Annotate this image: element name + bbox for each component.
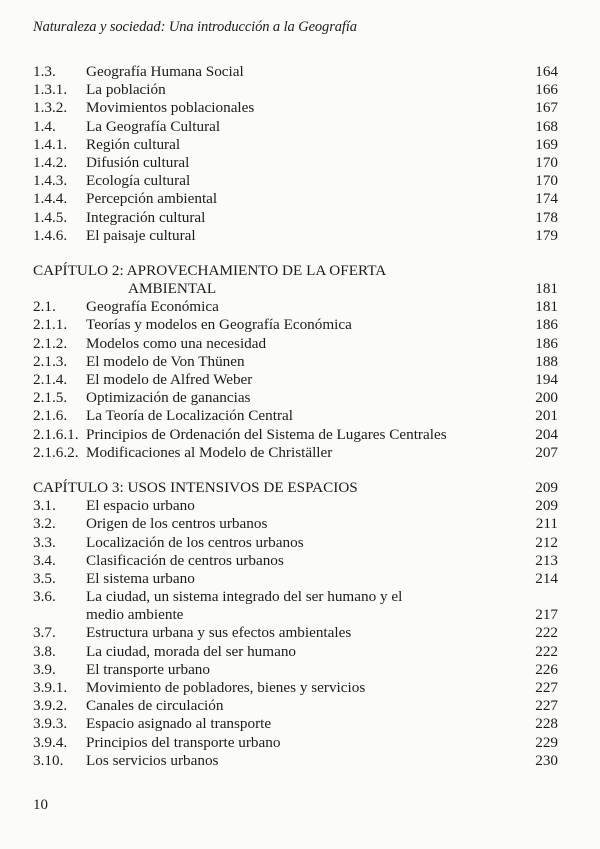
entry-number: 3.9.3. — [33, 715, 68, 733]
entry-title: Geografía Económica — [86, 298, 219, 316]
toc-entry — [33, 497, 558, 515]
chapter-title-line-1: CAPÍTULO 2: APROVECHAMIENTO DE LA OFERTA — [33, 261, 387, 279]
toc-entry — [33, 679, 558, 697]
entry-number: 3.3. — [33, 533, 56, 551]
page-number: 10 — [33, 797, 48, 813]
toc-entry — [33, 426, 558, 444]
entry-page: 213 — [535, 551, 558, 569]
table-of-contents — [33, 63, 558, 770]
toc-entry — [33, 99, 558, 117]
entry-number: 1.4.6. — [33, 226, 68, 244]
entry-page: 188 — [535, 352, 558, 370]
toc-entry — [33, 715, 558, 733]
toc-entry — [33, 353, 558, 371]
entry-title: Origen de los centros urbanos — [86, 515, 268, 533]
entry-number: 2.1.6.1. — [33, 425, 79, 443]
entry-title: La Geografía Cultural — [86, 117, 221, 135]
entry-number: 3.4. — [33, 551, 56, 569]
entry-number: 2.1.4. — [33, 371, 68, 388]
entry-page: 164 — [535, 63, 558, 80]
chapter-heading — [33, 479, 558, 497]
entry-title: La ciudad, morada del ser humano — [86, 642, 297, 660]
entry-number: 2.1.6. — [33, 407, 68, 425]
entry-page: 227 — [535, 679, 558, 697]
entry-number: 1.3. — [33, 63, 56, 80]
toc-entry — [33, 335, 558, 353]
entry-title: Los servicios urbanos — [86, 751, 219, 769]
entry-number: 3.9.2. — [33, 697, 68, 715]
entry-title: Movimiento de pobladores, bienes y servicios — [86, 679, 366, 697]
entry-number: 2.1. — [33, 298, 56, 316]
entry-number: 1.4. — [33, 117, 56, 135]
entry-title: El paisaje cultural — [86, 226, 196, 244]
entry-page: 178 — [535, 208, 558, 226]
chapter-page: 209 — [535, 478, 558, 496]
entry-title: El modelo de Alfred Weber — [86, 371, 253, 388]
toc-entry — [33, 209, 558, 227]
toc-chapter-3 — [33, 479, 558, 770]
entry-title: Geografía Humana Social — [86, 63, 244, 80]
entry-page: 181 — [535, 298, 558, 316]
entry-page: 170 — [535, 172, 558, 190]
entry-title: La ciudad, un sistema integrado del ser humano y el medio ambiente — [86, 588, 403, 624]
toc-entry — [33, 136, 558, 154]
entry-number: 2.1.5. — [33, 389, 68, 407]
toc-entry — [33, 552, 558, 570]
entry-number: 2.1.1. — [33, 316, 68, 334]
entry-page: 201 — [535, 407, 558, 425]
entry-title: Ecología cultural — [86, 172, 191, 190]
toc-entry — [33, 154, 558, 172]
entry-title: Clasificación de centros urbanos — [86, 551, 284, 569]
entry-title: La población — [86, 81, 166, 99]
entry-page: 222 — [535, 642, 558, 660]
entry-number: 3.6. — [33, 588, 56, 606]
toc-entry — [33, 515, 558, 533]
entry-page: 229 — [535, 733, 558, 751]
entry-page: 227 — [535, 697, 558, 715]
entry-title: Localización de los centros urbanos — [86, 533, 304, 551]
entry-page: 186 — [535, 316, 558, 334]
entry-title: La Teoría de Localización Central — [86, 407, 293, 425]
entry-number: 3.10. — [33, 751, 64, 769]
entry-number: 1.3.2. — [33, 99, 68, 117]
entry-number: 3.5. — [33, 569, 56, 587]
toc-entry — [33, 697, 558, 715]
toc-entry — [33, 624, 558, 642]
toc-entry — [33, 298, 558, 316]
entry-title: El modelo de Von Thünen — [86, 352, 245, 370]
toc-section-1 — [33, 63, 558, 245]
entry-number: 2.1.2. — [33, 334, 68, 352]
toc-entry — [33, 734, 558, 752]
entry-page: 179 — [535, 226, 558, 244]
entry-title: Percepción ambiental — [86, 190, 218, 208]
entry-page: 168 — [535, 117, 558, 135]
entry-number: 3.8. — [33, 642, 56, 660]
entry-title: Región cultural — [86, 135, 181, 153]
entry-number: 1.4.4. — [33, 190, 68, 208]
entry-page: 174 — [535, 190, 558, 208]
entry-page: 211 — [535, 515, 558, 533]
entry-number: 3.9.1. — [33, 679, 68, 697]
entry-page: 217 — [535, 606, 558, 624]
entry-title: Optimización de ganancias — [86, 389, 251, 407]
entry-number: 1.4.2. — [33, 153, 68, 171]
toc-chapter-2 — [33, 262, 558, 462]
entry-page: 230 — [535, 751, 558, 769]
entry-number: 2.1.6.2. — [33, 443, 79, 461]
entry-number: 1.4.5. — [33, 208, 68, 226]
entry-page: 170 — [535, 153, 558, 171]
entry-title: El espacio urbano — [86, 497, 195, 515]
entry-page: 209 — [535, 497, 558, 515]
entry-number: 3.1. — [33, 497, 56, 515]
entry-title: Modificaciones al Modelo de Christäller — [86, 443, 333, 461]
entry-page: 204 — [535, 425, 558, 443]
toc-entry — [33, 316, 558, 334]
entry-number: 1.4.3. — [33, 172, 68, 190]
entry-title: El transporte urbano — [86, 660, 210, 678]
entry-number: 3.7. — [33, 624, 56, 642]
entry-number: 3.9.4. — [33, 733, 68, 751]
entry-page: 228 — [535, 715, 558, 733]
toc-entry — [33, 389, 558, 407]
toc-entry — [33, 81, 558, 99]
entry-number: 3.2. — [33, 515, 56, 533]
entry-page: 200 — [535, 389, 558, 407]
entry-page: 207 — [535, 443, 558, 461]
running-header: Naturaleza y sociedad: Una introducción a la Geografía — [33, 19, 357, 35]
entry-number: 3.9. — [33, 660, 56, 678]
chapter-title: CAPÍTULO 3: USOS INTENSIVOS DE ESPACIOS — [33, 478, 358, 496]
toc-entry — [33, 190, 558, 208]
entry-page: 169 — [535, 135, 558, 153]
toc-entry — [33, 643, 558, 661]
entry-title: Principios de Ordenación del Sistema de Lugares Centrales — [86, 425, 447, 443]
toc-entry — [33, 172, 558, 190]
entry-title: El sistema urbano — [86, 569, 195, 587]
entry-title: Espacio asignado al transporte — [86, 715, 272, 733]
toc-entry — [33, 63, 558, 81]
entry-number: 1.3.1. — [33, 81, 68, 99]
entry-page: 226 — [535, 660, 558, 678]
entry-title: Difusión cultural — [86, 153, 190, 171]
entry-title: Canales de circulación — [86, 697, 224, 715]
toc-entry — [33, 534, 558, 552]
entry-title: Teorías y modelos en Geografía Económica — [86, 316, 352, 334]
toc-entry — [33, 444, 558, 462]
entry-page: 214 — [535, 569, 558, 587]
chapter-heading — [33, 262, 558, 298]
toc-entry — [33, 118, 558, 136]
toc-entry — [33, 752, 558, 770]
toc-entry — [33, 227, 558, 245]
entry-title: Principios del transporte urbano — [86, 733, 281, 751]
toc-entry — [33, 407, 558, 425]
entry-page: 167 — [535, 99, 558, 117]
chapter-page: 181 — [535, 280, 558, 298]
entry-page: 186 — [535, 334, 558, 352]
toc-entry — [33, 570, 558, 588]
chapter-title-line-2: AMBIENTAL — [128, 280, 217, 298]
toc-entry — [33, 661, 558, 679]
entry-number: 2.1.3. — [33, 352, 68, 370]
entry-title: Integración cultural — [86, 208, 206, 226]
toc-entry — [33, 588, 558, 624]
entry-page: 166 — [535, 81, 558, 99]
entry-title: Estructura urbana y sus efectos ambientales — [86, 624, 352, 642]
toc-entry — [33, 371, 558, 389]
entry-title: Modelos como una necesidad — [86, 334, 267, 352]
entry-number: 1.4.1. — [33, 135, 68, 153]
entry-title: Movimientos poblacionales — [86, 99, 255, 117]
entry-page: 212 — [535, 533, 558, 551]
entry-page: 194 — [535, 371, 558, 388]
entry-page: 222 — [535, 624, 558, 642]
